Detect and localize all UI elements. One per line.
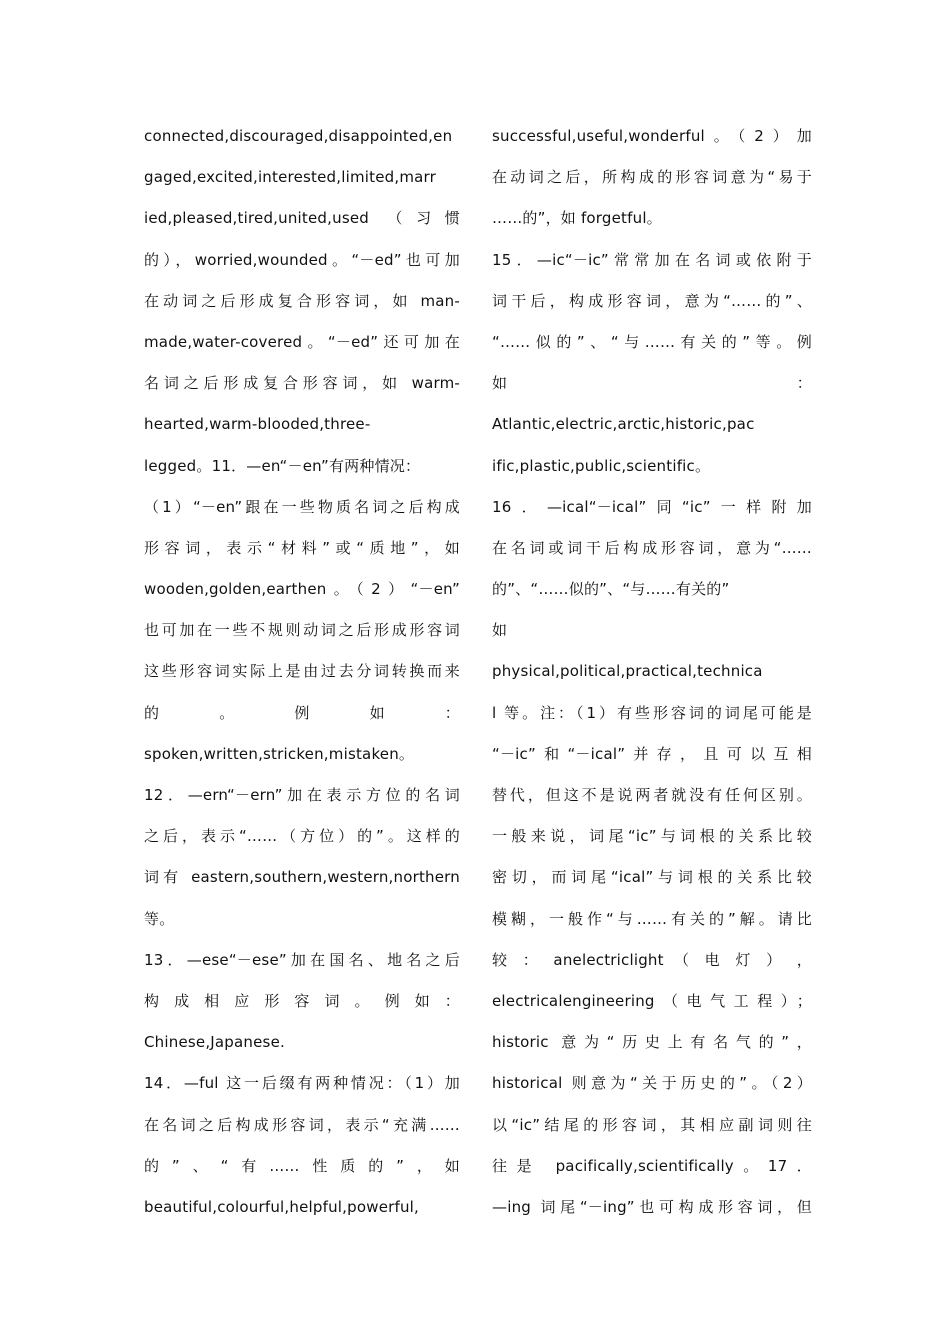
text-line: legged。11．—en“－en”有两种情况： [144,456,421,475]
text-line: beautiful,colourful,helpful,powerful, [144,1197,420,1216]
text-line: historical 则意为“关于历史的”。（2） [492,1074,812,1093]
text-line: 在动词之后，所构成的形容词意为“易于 [492,168,812,187]
text-line: 在动词之后形成复合形容词，如 man- [144,291,460,310]
text-line: 模糊，一般作“与……有关的”解。请比 [492,909,812,928]
text-line: 形容词，表示“材料”或“质地”，如 [144,538,460,557]
text-line: 14．—ful 这一后缀有两种情况：（1）加 [144,1074,460,1093]
text-line: 等。 [144,909,175,928]
text-line: ied,pleased,tired,united,used （习惯 [144,209,460,228]
text-line: 在名词之后构成形容词，表示“充满…… [144,1115,460,1134]
text-line: 以“ic”结尾的形容词，其相应副词则往 [492,1115,812,1134]
text-line: 词有 eastern,southern,western,northern [144,868,460,887]
text-line: 密切，而词尾“ical”与词根的关系比较 [492,868,812,887]
text-line: 的”、“有……性质的”，如 [144,1156,460,1175]
text-line: Atlantic,electric,arctic,historic,pac [492,415,755,434]
text-line: successful,useful,wonderful。（2）加 [492,127,812,145]
text-line: “－ic”和“－ical”并存，且可以互相 [492,744,812,763]
text-line: hearted,warm-blooded,three- [144,415,371,434]
text-line: Chinese,Japanese. [144,1033,285,1052]
text-line: 的），worried,wounded。“－ed”也可加 [144,250,460,269]
text-line: （1）“－en”跟在一些物质名词之后构成 [144,497,460,516]
text-line: connected,discouraged,disappointed,en [144,127,453,145]
text-line: 如 ： [492,374,812,393]
text-line: ific,plastic,public,scientific。 [492,456,711,475]
text-line: 13．—ese“－ese”加在国名、地名之后 [144,950,460,969]
text-line: 较 ： anelectriclight （ 电 灯 ） ， [492,950,812,969]
text-line: 在名词或词干后构成形容词，意为“…… [492,538,812,557]
text-line: physical,political,practical,technica [492,662,763,681]
text-line: 也可加在一些不规则动词之后形成形容词 [144,621,460,640]
text-line: 16．—ical“－ical”同“ic”一样附加 [492,497,812,516]
text-line: wooden,golden,earthen。（2）“－en” [144,580,460,599]
text-line: electricalengineering（电气工程）； [492,991,812,1010]
left-column [144,116,460,1228]
text-line: gaged,excited,interested,limited,marr [144,168,436,187]
text-line: 名词之后形成复合形容词，如 warm- [144,374,460,393]
text-line: 如 [492,621,508,640]
text-line: 的 。 例 如 ： [144,703,460,722]
text-line: —ing 词尾“－ing”也可构成形容词，但 [492,1197,812,1216]
text-line: made,water-covered。“－ed”还可加在 [144,332,460,351]
text-line: spoken,written,stricken,mistaken。 [144,744,415,763]
text-line: ……的”，如 forgetful。 [492,209,662,228]
text-line: historic 意为“历史上有名气的”， [492,1033,812,1052]
text-line: l 等。注：（1）有些形容词的词尾可能是 [492,703,812,722]
text-line: 往是 pacifically,scientifically。17． [492,1156,812,1175]
right-column [492,116,812,1228]
text-line: 构成相应形容词。例如： [144,991,460,1010]
text-line: 词干后，构成形容词，意为“……的”、 [492,291,812,310]
text-line: 15．—ic“－ic”常常加在名词或依附于 [492,250,812,269]
text-line: 之后，表示“……（方位）的”。这样的 [144,827,460,846]
text-line: “……似的”、“与……有关的”等。例 [492,332,812,351]
text-line: 一般来说，词尾“ic”与词根的关系比较 [492,827,812,846]
text-line: 的”、“……似的”、“与……有关的” [492,580,730,599]
text-line: 替代，但这不是说两者就没有任何区别。 [492,786,812,804]
text-line: 12．—ern“－ern”加在表示方位的名词 [144,786,460,804]
text-line: 这些形容词实际上是由过去分词转换而来 [144,662,460,681]
